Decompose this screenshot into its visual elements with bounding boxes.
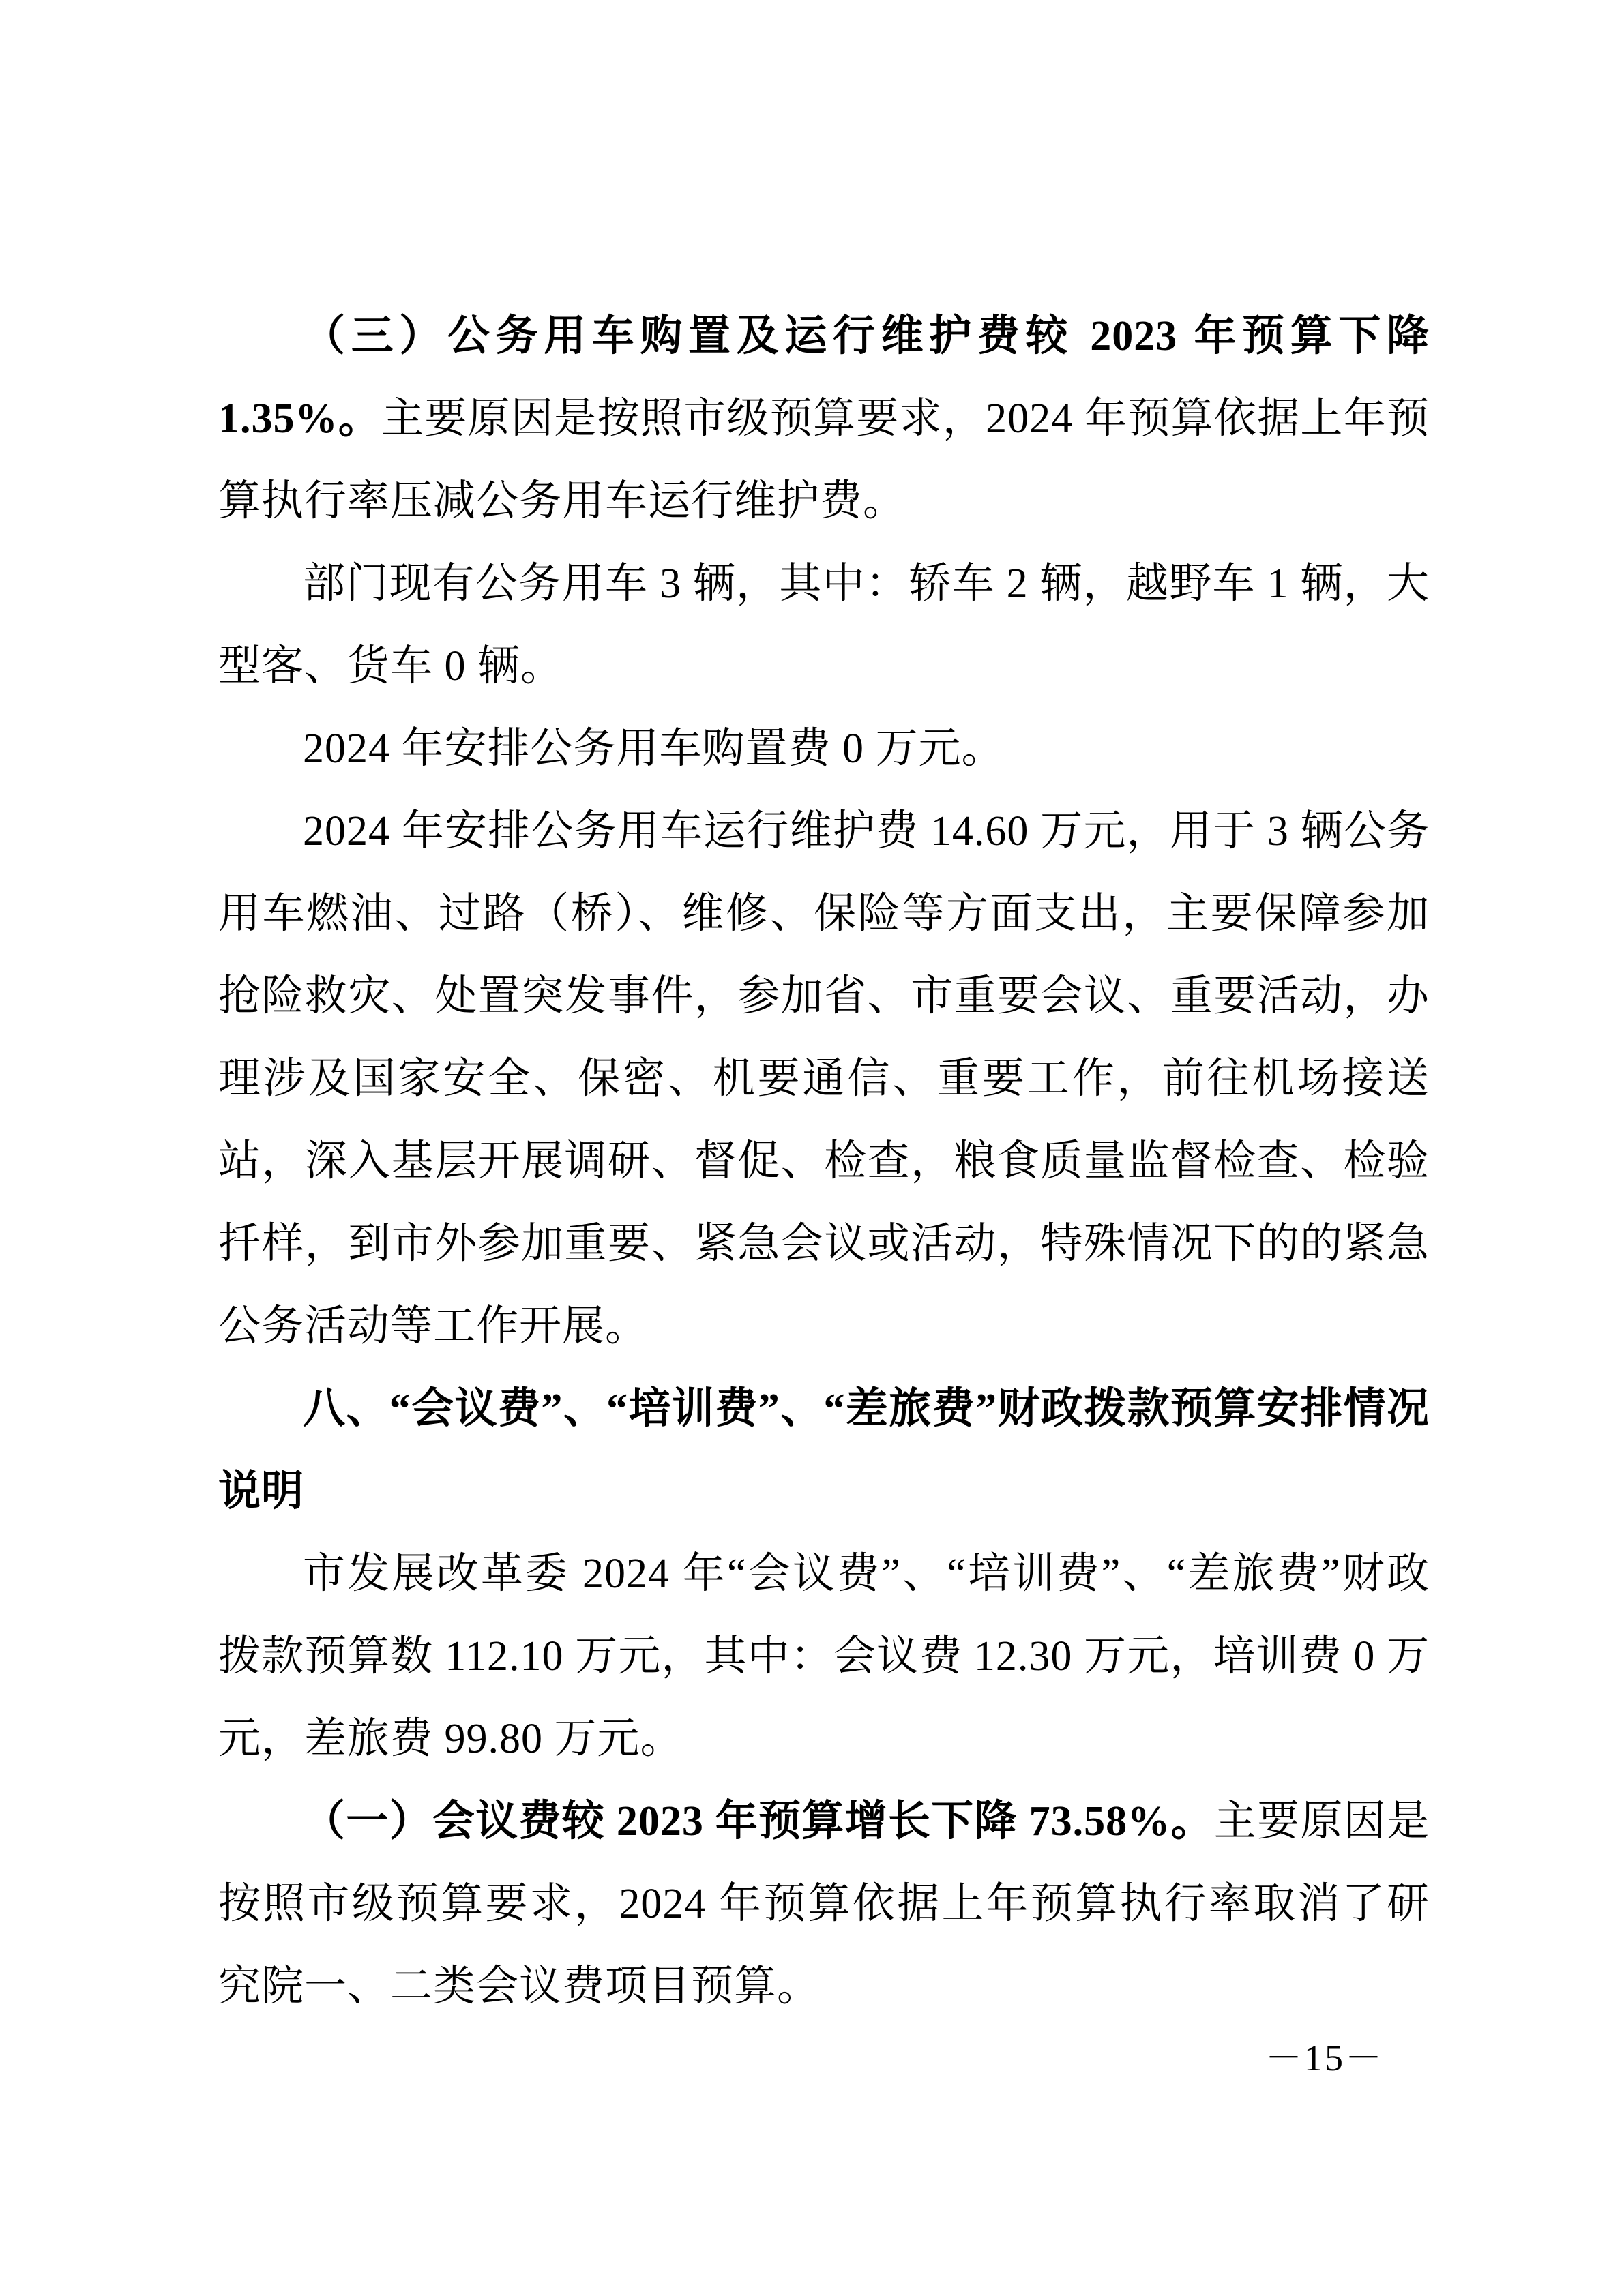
paragraph-vehicle-fee [218, 295, 1430, 543]
vehicle-fee-body-text: 主要原因是按照市级预算要求，2024 年预算依据上年预算执行率压减公务用车运行维护费。 [218, 396, 1430, 524]
paragraph-purchase: 2024 年安排公务用车购置费 0 万元。 [303, 726, 1005, 772]
vehicle-fee-heading-bold: （三）公务用车购置及运行维护费较 2023 年预算下降 1.35%。 [218, 313, 1430, 442]
paragraph-meeting-fee [218, 1780, 1430, 2028]
paragraph-maintenance: 2024 年安排公务用车运行维护费 14.60 万元，用于 3 辆公务用车燃油、过路（桥）、维修、保险等方面支出，主要保障参加抢险救灾、处置突发事件，参加省、市重要会议、重要活动，办理涉及国家安全、保密、机要通信、重要工作，前往机场接送站，深入基层开展调研、督促、检查，粮食质量监督检查、检验扦样，到市外参加重要、紧急会议或活动，特殊情况下的的紧急公务活动等工作开展。 [218, 808, 1430, 1350]
page-number: －15－ [1265, 2038, 1384, 2078]
paragraph-fleet: 部门现有公务用车 3 辆，其中：轿车 2 辆，越野车 1 辆，大型客、货车 0 辆。 [218, 561, 1430, 689]
section-8-heading: 八、“会议费”、“培训费”、“差旅费”财政拨款预算安排情况说明 [218, 1386, 1430, 1515]
meeting-fee-body-text: 主要原因是按照市级预算要求，2024 年预算依据上年预算执行率取消了研究院一、二类会议费项目预算。 [218, 1798, 1430, 2010]
meeting-fee-heading-bold: （一）会议费较 2023 年预算增长下降 73.58%。 [303, 1798, 1214, 1845]
paragraph-fees-summary: 市发展改革委 2024 年“会议费”、“培训费”、“差旅费”财政拨款预算数 112.10 万元，其中：会议费 12.30 万元，培训费 0 万元，差旅费 99.80 万元。 [218, 1551, 1430, 1762]
document-body [218, 295, 1430, 2028]
